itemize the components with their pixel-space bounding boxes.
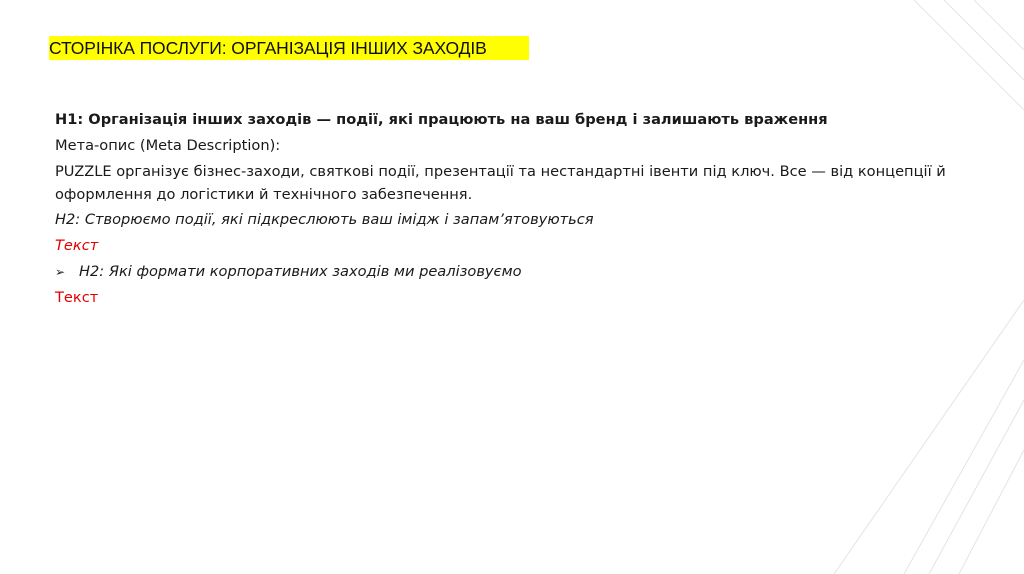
placeholder-text-first: Текст <box>55 237 99 254</box>
h1-heading: H1: Організація інших заходів — події, які працюють на ваш бренд і залишають враження <box>55 111 828 128</box>
meta-description-label: Мета-опис (Meta Description): <box>55 137 281 154</box>
content-block <box>55 108 990 312</box>
placeholder-text-second: Текст <box>55 289 99 306</box>
page-title: СТОРІНКА ПОСЛУГИ: ОРГАНІЗАЦІЯ ІНШИХ ЗАХОДІВ <box>49 36 529 60</box>
bullet-item <box>55 260 990 284</box>
h2-heading-first: H2: Створюємо події, які підкреслюють ваш імідж і запам’ятовуються <box>55 211 594 228</box>
h2-heading-second: H2: Які формати корпоративних заходів ми реалізовуємо <box>79 263 522 280</box>
arrow-bullet-icon: ➢ <box>55 265 66 279</box>
meta-description-text: PUZZLE організує бізнес-заходи, святкові події, презентації та нестандартні івенти під ключ. Все — від концепції й оформлення до логістики й технічного забезпечення. <box>55 163 946 203</box>
